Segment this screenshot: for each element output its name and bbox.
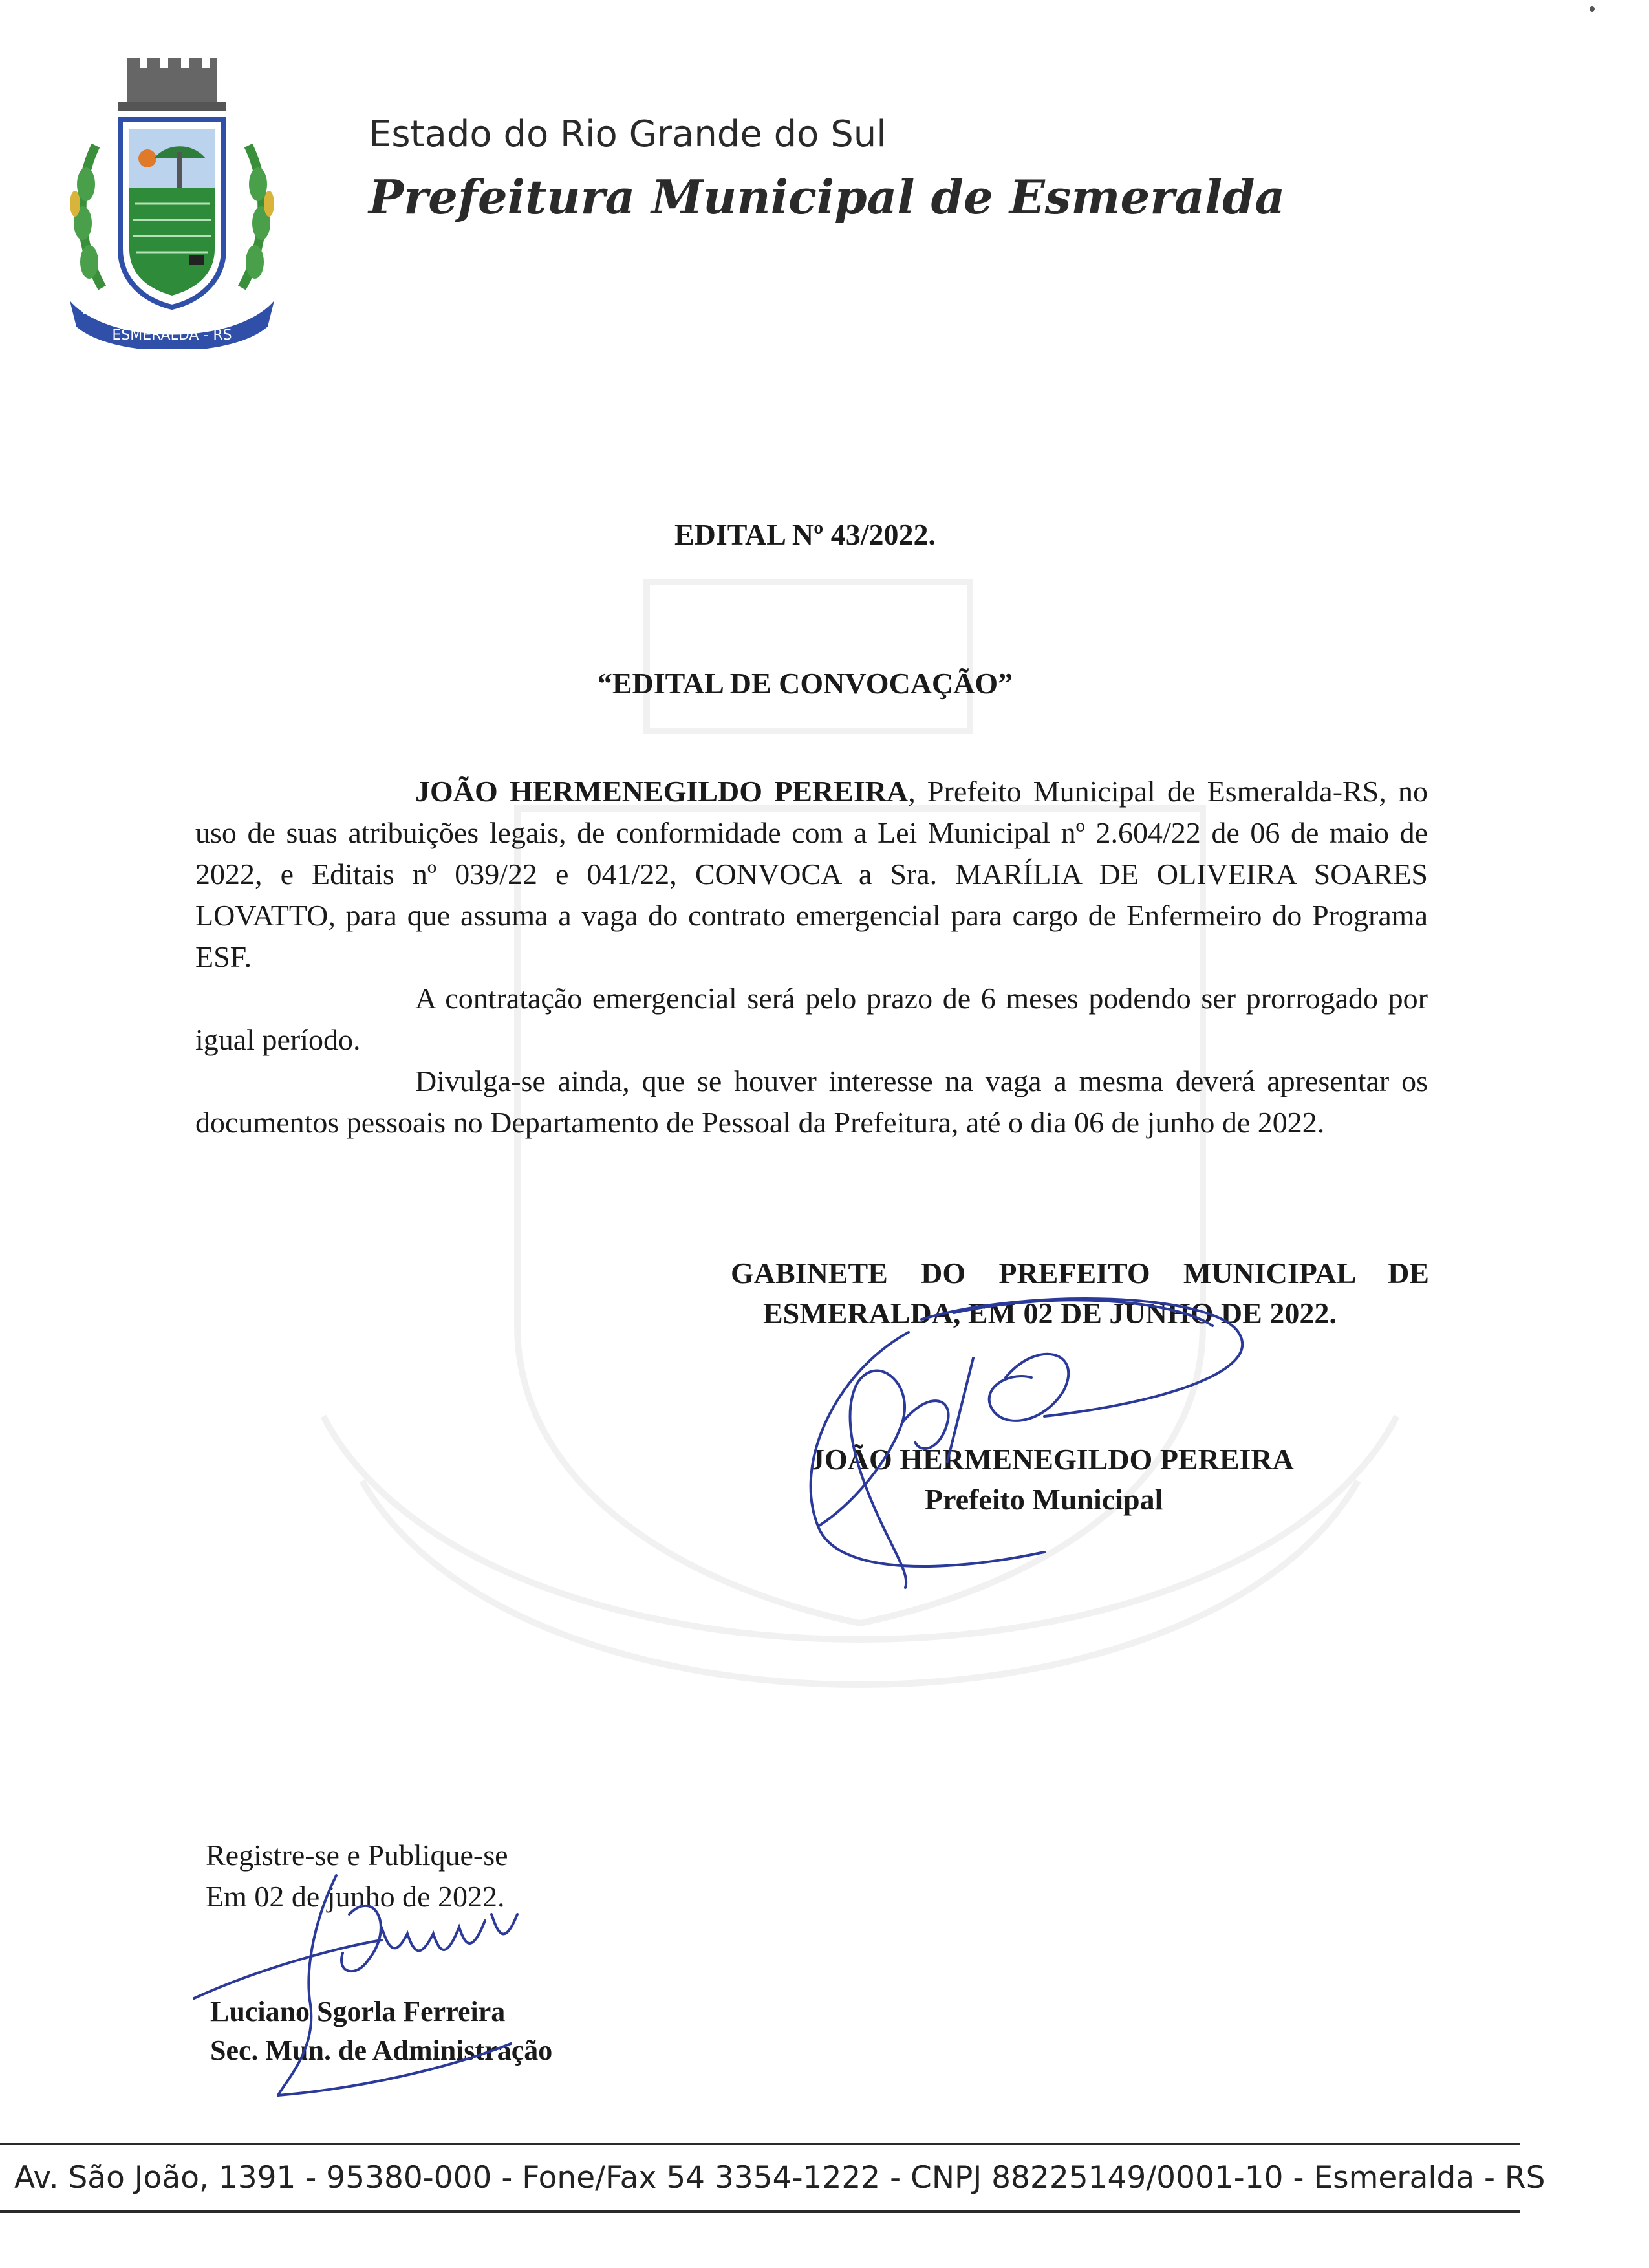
convocacao-title: “EDITAL DE CONVOCAÇÃO” [597, 667, 1013, 700]
ribbon-text: ESMERALDA - RS [112, 327, 232, 343]
paragraph-3: Divulga-se ainda, que se houver interesse na vaga a mesma deverá apresentar os documentos pessoais no Departamento de Pessoal da Prefeitura, até o dia 06 de junho de 2022. [195, 1064, 1428, 1139]
scan-speck [1590, 6, 1595, 12]
secretary-name: Luciano Sgorla Ferreira [210, 1996, 506, 2027]
registration-line-1: Registre-se e Publique-se [206, 1839, 508, 1872]
state-name: Estado do Rio Grande do Sul [369, 113, 887, 155]
prefecture-name: Prefeitura Municipal de Esmeralda [369, 169, 1286, 224]
ribbon-date-right: 1965 [237, 306, 260, 316]
watermark-crest-icon [272, 563, 1449, 1791]
coat-of-arms-icon [57, 55, 287, 349]
footer-rule-top [0, 2143, 1520, 2145]
mayor-signer-role: Prefeito Municipal [925, 1483, 1163, 1516]
paragraph-2: A contratação emergencial será pelo prazo de 6 meses podendo ser prorrogado por igual período. [195, 982, 1428, 1056]
mayor-name-inline: JOÃO HERMENEGILDO PEREIRA [415, 775, 909, 808]
footer-rule-bottom [0, 2210, 1520, 2213]
closing-line-1: GABINETE DO PREFEITO MUNICIPAL DE [731, 1257, 1429, 1290]
ribbon-date-left: 27/11 [82, 306, 109, 316]
secretary-signature-icon [188, 1837, 553, 2108]
closing-line-2: ESMERALDA, EM 02 DE JUNHO DE 2022. [763, 1297, 1337, 1330]
paragraph-1 [195, 771, 1428, 978]
secretary-role: Sec. Mun. de Administração [210, 2035, 553, 2066]
footer-address: Av. São João, 1391 - 95380-000 - Fone/Fax 54 3354-1222 - CNPJ 88225149/0001-10 - Esmeralda - RS [14, 2160, 1546, 2196]
edital-title: EDITAL Nº 43/2022. [674, 518, 936, 551]
mayor-signature-icon [760, 1293, 1264, 1597]
mayor-signer-name: JOÃO HERMENEGILDO PEREIRA [810, 1443, 1294, 1476]
paragraph-1-text: , Prefeito Municipal de Esmeralda-RS, no uso de suas atribuições legais, de conformidade com a Lei Municipal nº 2.604/22 de 06 de maio de 2022, e Editais nº 039/22 e 041/22, CONVOCA a Sra. MARÍLIA DE OLIVEIRA SOARES LOVATTO, para que assuma a vaga do contrato emergencial para cargo de Enfermeiro do Programa ESF. [195, 775, 1428, 973]
document-body [195, 771, 1428, 1143]
registration-line-2: Em 02 de junho de 2022. [206, 1880, 505, 1913]
